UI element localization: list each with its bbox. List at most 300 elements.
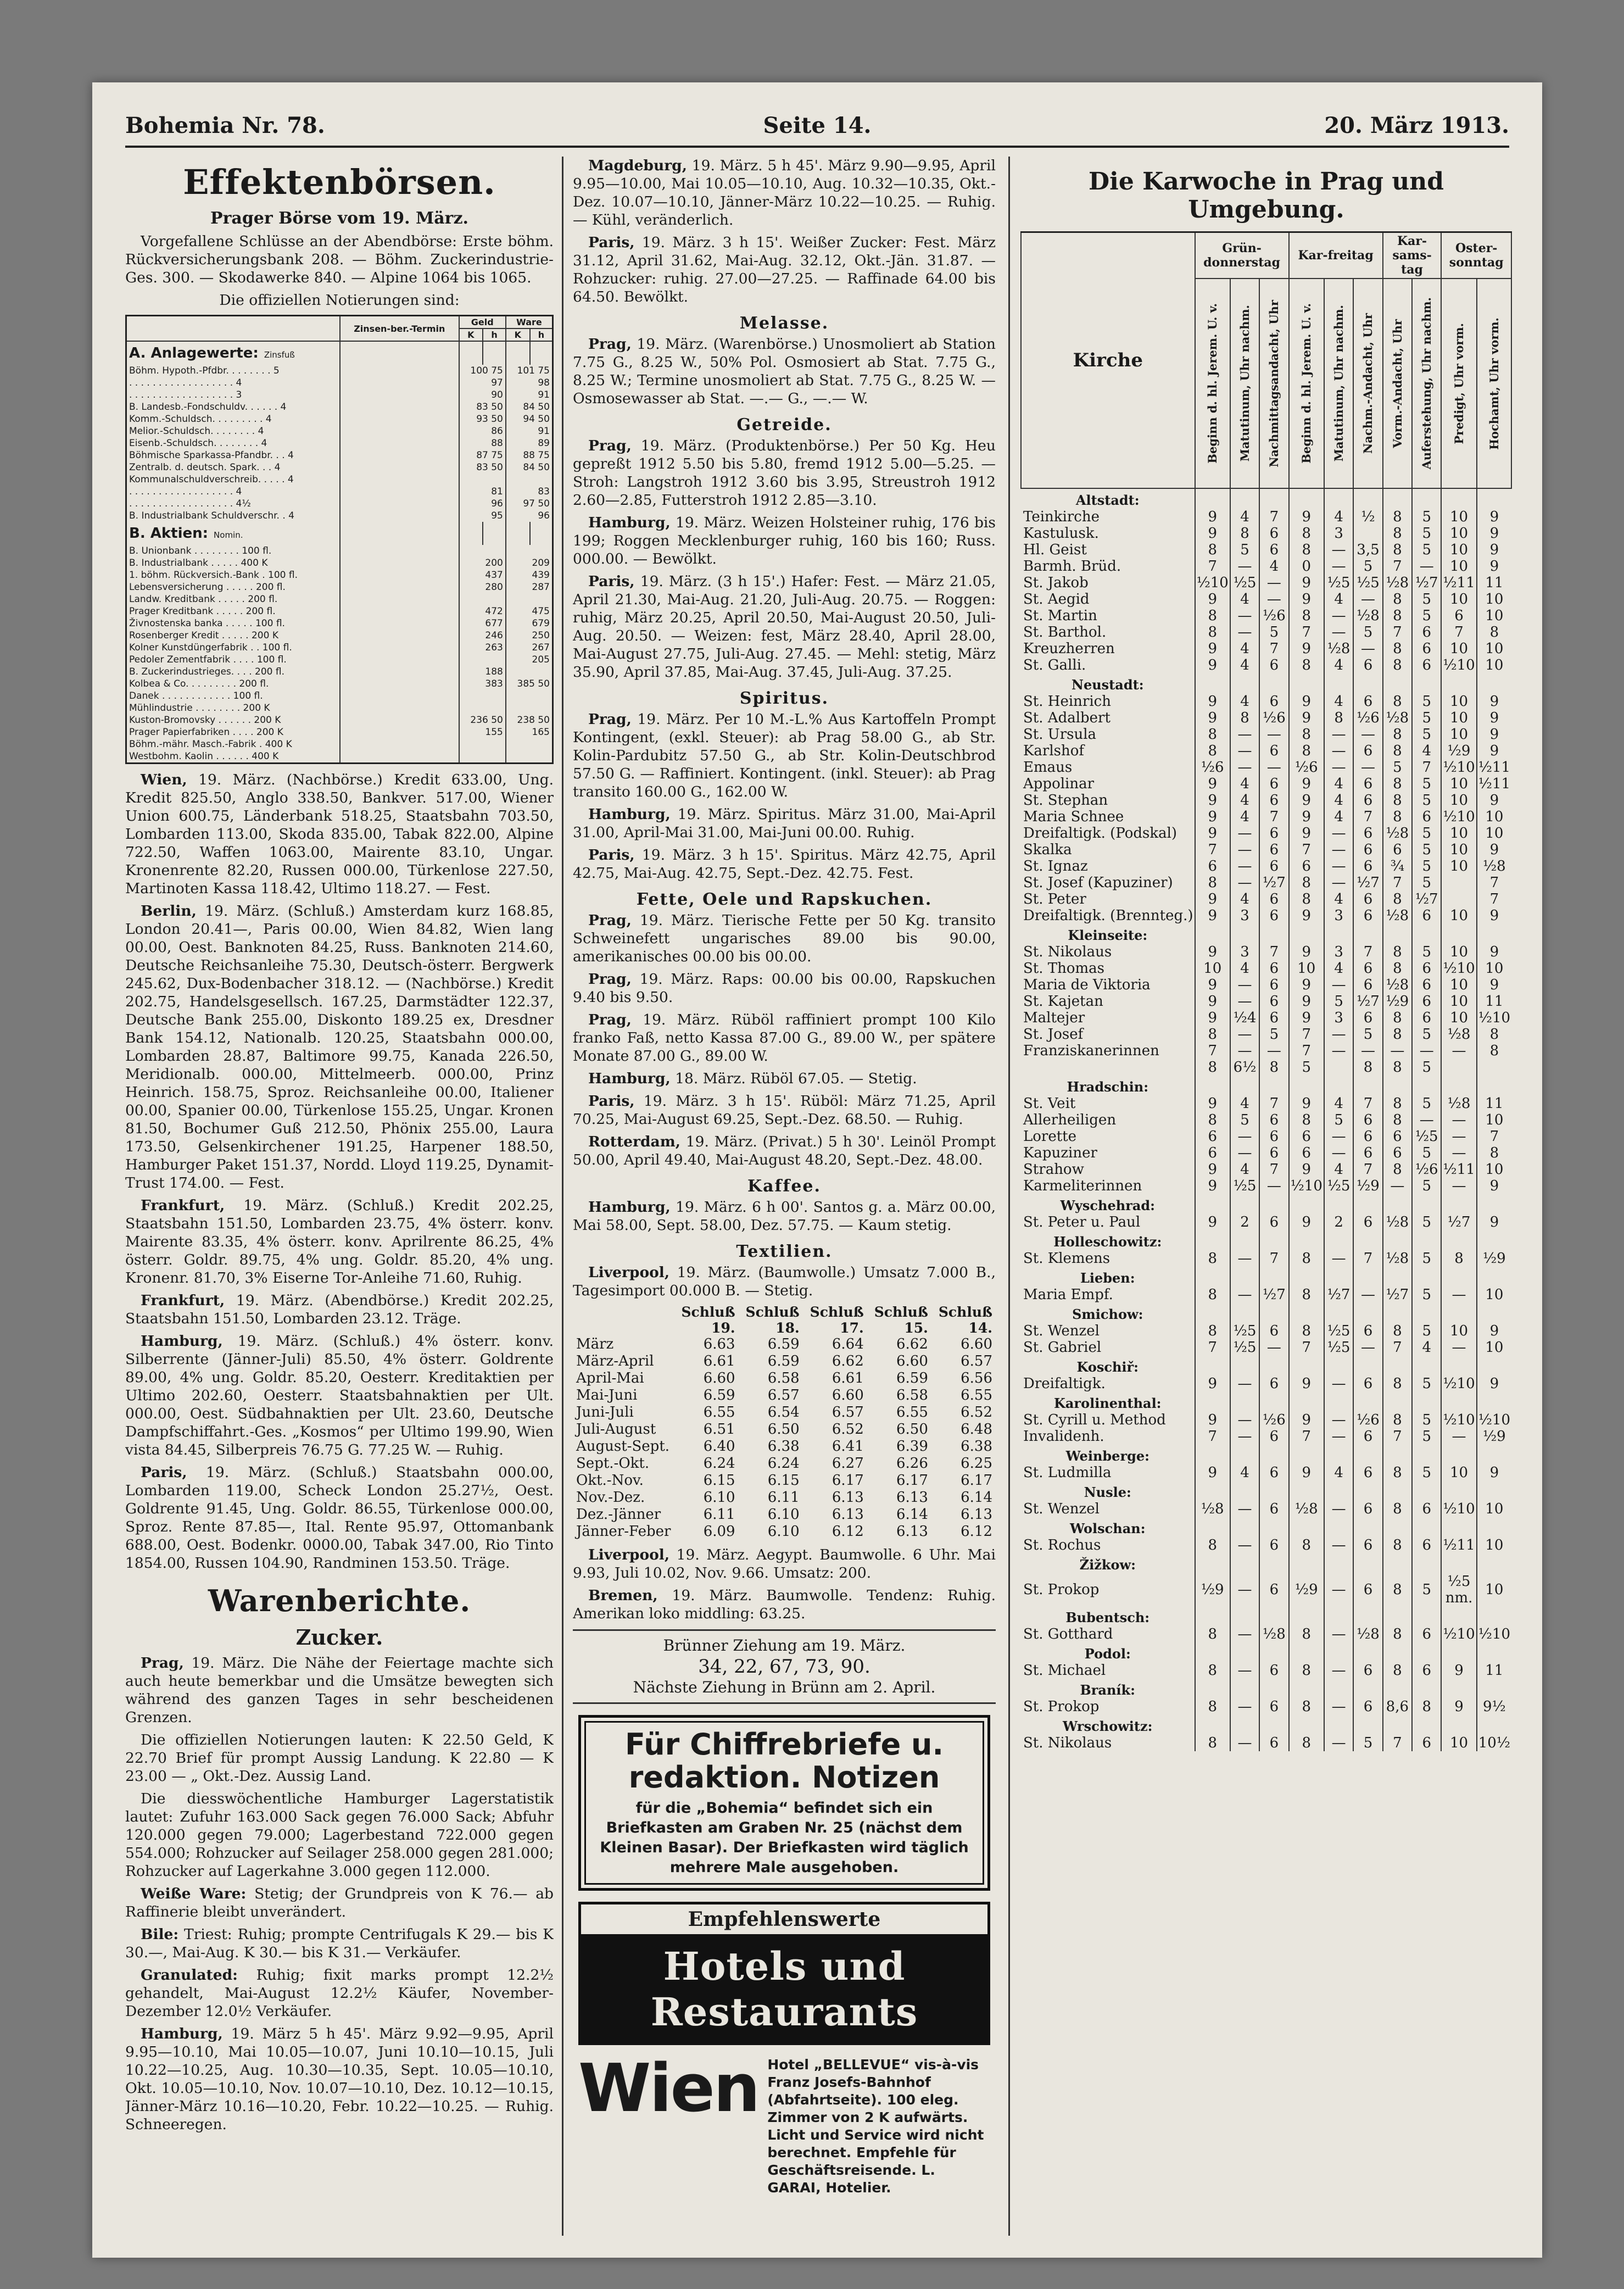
service-time: ½8 bbox=[1324, 641, 1353, 657]
service-time: 6 bbox=[1412, 624, 1441, 641]
church-name: St. Barthol. bbox=[1023, 624, 1107, 641]
district-name: Wyschehrad: bbox=[1060, 1198, 1156, 1213]
service-time: 8 bbox=[1383, 1112, 1412, 1128]
service-header bbox=[1195, 279, 1230, 488]
service-header-label: Predigt, Uhr vorm. bbox=[1452, 322, 1466, 444]
service-time: 6 bbox=[1259, 825, 1288, 842]
service-time: 5 bbox=[1353, 624, 1382, 641]
service-time: 8 bbox=[1195, 1626, 1230, 1642]
church-name: St. Cyrill u. Method bbox=[1023, 1412, 1166, 1428]
textil-report bbox=[573, 1263, 996, 1300]
price-ware: 84 50 bbox=[506, 401, 552, 413]
service-time: 5 bbox=[1289, 1059, 1324, 1076]
service-time: — bbox=[1230, 1573, 1259, 1606]
service-time: 6 bbox=[1259, 1537, 1288, 1553]
church-row bbox=[1021, 1537, 1511, 1553]
service-time: ½8 bbox=[1383, 977, 1412, 993]
cotton-price: 6.11 bbox=[767, 1489, 800, 1506]
prague-intro: Vorgefallene Schlüsse an der Abendbörse: Erste böhm. Rückversicherungsbank 208. — Böhm. Zuckerindustrie-Ges. 300. — Skodawerke 840. — Alpine 1064 bis 1065. bbox=[125, 233, 554, 286]
header-h: h bbox=[483, 328, 506, 341]
district-row bbox=[1021, 1356, 1511, 1375]
service-time: 5 bbox=[1230, 542, 1259, 558]
service-time: 10 bbox=[1441, 693, 1476, 710]
report-text: 19. März. (Produktenbörse.) Per 50 Kg. Heu gepreßt 1912 5.50 bis 5.80, fremd 1912 5.00—5.25. — Stroh: Langstroh 1912 3.60 bis 3.95, Streustroh 1912 2.60—2.85, Futterstroh 1912 2.85—3.10. bbox=[573, 437, 996, 509]
service-time: — bbox=[1353, 641, 1382, 657]
service-time: 8 bbox=[1195, 726, 1230, 743]
service-time: 9 bbox=[1195, 657, 1230, 673]
district-name: Wolschan: bbox=[1070, 1521, 1146, 1536]
service-time: 9 bbox=[1289, 1214, 1324, 1230]
cotton-price: 6.15 bbox=[767, 1472, 800, 1489]
service-time: 7 bbox=[1259, 1161, 1288, 1178]
price-ware: 250 bbox=[506, 630, 552, 642]
service-time: 10 bbox=[1441, 1010, 1476, 1026]
service-time: 4 bbox=[1324, 591, 1353, 608]
service-time: 6 bbox=[1353, 776, 1382, 792]
cotton-price: 6.55 bbox=[703, 1404, 735, 1421]
report-lead: Hamburg, bbox=[588, 1070, 671, 1087]
service-time: 9 bbox=[1289, 509, 1324, 525]
service-time: 6 bbox=[1353, 792, 1382, 809]
market-reports bbox=[125, 771, 554, 1572]
service-time: 9 bbox=[1289, 776, 1324, 792]
service-time: 8 bbox=[1383, 944, 1412, 960]
service-time: 3 bbox=[1324, 1010, 1353, 1026]
report-text: Stetig; der Grundpreis von K 76.— ab Raffinerie bleibt unverändert. bbox=[125, 1885, 554, 1920]
fette-report bbox=[573, 970, 996, 1006]
service-time: — bbox=[1324, 1375, 1353, 1392]
report-lead: Paris, bbox=[588, 234, 635, 251]
service-time: 7 bbox=[1289, 1043, 1324, 1059]
official-note: Die offiziellen Notierungen sind: bbox=[219, 292, 460, 309]
service-time: 8 bbox=[1383, 1501, 1412, 1517]
service-time: — bbox=[1324, 977, 1353, 993]
service-time: 9 bbox=[1195, 1010, 1230, 1026]
cotton-price: 6.62 bbox=[896, 1336, 928, 1352]
table-row bbox=[127, 714, 552, 726]
market-report bbox=[125, 1332, 554, 1459]
cotton-price: 6.55 bbox=[896, 1404, 928, 1421]
church-name: Skalka bbox=[1023, 842, 1072, 858]
service-time: 9 bbox=[1195, 825, 1230, 842]
security-name: . . . . . . . . . . . . . . . . . . 4 bbox=[129, 486, 242, 497]
district-name: Karolinenthal: bbox=[1054, 1395, 1162, 1411]
service-time: 5 bbox=[1353, 1735, 1382, 1751]
service-header-label: Matutinum, Uhr nachm. bbox=[1332, 305, 1346, 462]
service-time: 5 bbox=[1412, 1412, 1441, 1428]
service-time: 7 bbox=[1383, 1735, 1412, 1751]
service-header bbox=[1477, 279, 1511, 488]
service-time: — bbox=[1230, 875, 1259, 891]
security-name: Lebensversicherung . . . . . 200 fl. bbox=[129, 582, 286, 593]
cotton-price: 6.60 bbox=[896, 1353, 928, 1369]
service-time: ½4 bbox=[1230, 1010, 1259, 1026]
karwoche-table bbox=[1020, 231, 1512, 1751]
table-row bbox=[127, 678, 552, 690]
service-time: 9 bbox=[1289, 693, 1324, 710]
service-time: 9 bbox=[1289, 591, 1324, 608]
service-time: 8 bbox=[1289, 1250, 1324, 1267]
cotton-price: 6.39 bbox=[896, 1438, 928, 1455]
cotton-month: Dez.-Jänner bbox=[576, 1506, 661, 1523]
service-time: — bbox=[1230, 726, 1259, 743]
service-time: 8 bbox=[1383, 1662, 1412, 1679]
church-row bbox=[1021, 858, 1511, 875]
service-time: 5 bbox=[1412, 1059, 1441, 1076]
district-row bbox=[1021, 1076, 1511, 1095]
service-time: — bbox=[1353, 1043, 1382, 1059]
service-time: 10 bbox=[1441, 944, 1476, 960]
service-time: ½9 bbox=[1353, 1178, 1382, 1194]
service-time: ½7 bbox=[1353, 993, 1382, 1010]
service-time: 3 bbox=[1324, 525, 1353, 542]
masthead bbox=[125, 113, 1509, 148]
cotton-price: 6.12 bbox=[961, 1523, 992, 1540]
service-time: ½10 bbox=[1441, 1501, 1476, 1517]
service-time: 7 bbox=[1383, 624, 1412, 641]
service-time: ½11 bbox=[1441, 1161, 1476, 1178]
price-ware: 209 bbox=[506, 557, 552, 569]
service-time: 6 bbox=[1353, 842, 1382, 858]
cotton-price: 6.60 bbox=[703, 1370, 735, 1386]
cotton-month: März-April bbox=[576, 1353, 654, 1369]
church-row bbox=[1021, 1145, 1511, 1161]
church-row bbox=[1021, 743, 1511, 759]
table-row bbox=[127, 617, 552, 630]
report-text: 19. März. Raps: 00.00 bis 00.00, Rapskuchen 9.40 bis 9.50. bbox=[573, 971, 996, 1006]
service-time: 8 bbox=[1195, 875, 1230, 891]
service-time: 4 bbox=[1230, 1095, 1259, 1112]
service-time: 5 bbox=[1412, 608, 1441, 624]
service-time: 6 bbox=[1259, 1145, 1288, 1161]
service-time: 8 bbox=[1383, 1573, 1412, 1606]
table-row bbox=[127, 654, 552, 666]
service-time: 6 bbox=[1259, 1501, 1288, 1517]
church-name: Teinkirche bbox=[1023, 509, 1100, 525]
report-text: 19. März. Die Nähe der Feiertage machte sich auch heute bemerkbar und die Umsätze bewegten sich während des ganzen Tages in sehr bescheidenen Grenzen. bbox=[125, 1655, 554, 1726]
service-time: 8 bbox=[1195, 624, 1230, 641]
service-time: ½5 bbox=[1230, 1323, 1259, 1339]
header-ware: Ware bbox=[506, 316, 552, 328]
service-time: — bbox=[1230, 1375, 1259, 1392]
service-time: 9 bbox=[1477, 509, 1511, 525]
service-time: ½8 bbox=[1441, 1026, 1476, 1043]
service-time: 8 bbox=[1477, 624, 1511, 641]
service-time: 5 bbox=[1412, 875, 1441, 891]
service-time: — bbox=[1324, 759, 1353, 776]
service-time: ½11 bbox=[1477, 776, 1511, 792]
report-lead: Paris, bbox=[588, 573, 635, 590]
service-time: 6 bbox=[1412, 907, 1441, 924]
service-time: 6 bbox=[1353, 1323, 1382, 1339]
service-time: 9 bbox=[1195, 693, 1230, 710]
price-ware: 165 bbox=[506, 726, 552, 738]
service-time: ½10 bbox=[1441, 809, 1476, 825]
church-name: St. Wenzel bbox=[1023, 1501, 1100, 1517]
church-row bbox=[1021, 525, 1511, 542]
church-name: Allerheiligen bbox=[1023, 1112, 1117, 1128]
service-time: — bbox=[1353, 726, 1382, 743]
service-time: 6 bbox=[1259, 693, 1288, 710]
lottery-numbers: 34, 22, 67, 73, 90. bbox=[698, 1656, 870, 1678]
report-text: 19. März. Tierische Fette per 50 Kg. transito Schweinefett ungarisches 89.00 bis 90.00, amerikanisches 00.00 bis 00.00. bbox=[573, 912, 996, 965]
service-time: 8 bbox=[1195, 1112, 1230, 1128]
church-row bbox=[1021, 875, 1511, 891]
price-geld bbox=[459, 593, 506, 605]
service-time: 8 bbox=[1195, 1059, 1230, 1076]
group-karsamstag: Kar-sams-tag bbox=[1383, 232, 1442, 279]
report-text: 19. März. (Abendbörse.) Kredit 202.25, Staatsbahn 151.50, Lombarden 23.12. Träge. bbox=[125, 1292, 554, 1327]
service-time: ½11 bbox=[1477, 759, 1511, 776]
district-name: Podol: bbox=[1084, 1646, 1131, 1662]
service-time: — bbox=[1324, 1501, 1353, 1517]
service-time: 6 bbox=[1259, 1698, 1288, 1715]
service-header-label: Auferstehung, Uhr nachm. bbox=[1420, 297, 1434, 470]
service-time: 6 bbox=[1259, 1323, 1288, 1339]
cotton-price: 6.13 bbox=[896, 1489, 928, 1506]
church-name: St. Thomas bbox=[1023, 960, 1105, 977]
service-time: ½9 bbox=[1289, 1573, 1324, 1606]
service-time: — bbox=[1324, 608, 1353, 624]
cotton-price: 6.59 bbox=[896, 1370, 928, 1386]
service-time: — bbox=[1230, 993, 1259, 1010]
cotton-month: Nov.-Dez. bbox=[576, 1489, 645, 1506]
price-ware: 205 bbox=[506, 654, 552, 666]
church-row bbox=[1021, 693, 1511, 710]
cotton-price: 6.13 bbox=[896, 1523, 928, 1540]
service-time: 9 bbox=[1289, 1375, 1324, 1392]
service-time: 4 bbox=[1324, 1095, 1353, 1112]
service-time: 8 bbox=[1477, 1026, 1511, 1043]
church-row bbox=[1021, 1735, 1511, 1751]
service-time: 6 bbox=[1353, 1112, 1382, 1128]
service-time: 6 bbox=[1289, 1128, 1324, 1145]
service-time: 6 bbox=[1259, 792, 1288, 809]
service-time: 6 bbox=[1412, 1501, 1441, 1517]
price-ware: 475 bbox=[506, 605, 552, 617]
service-time: ½9 bbox=[1441, 743, 1476, 759]
service-time: 7 bbox=[1259, 509, 1288, 525]
service-time: 11 bbox=[1477, 575, 1511, 591]
church-row bbox=[1021, 891, 1511, 907]
table-row bbox=[127, 474, 552, 486]
service-time: 8 bbox=[1289, 891, 1324, 907]
getreide-reports bbox=[573, 437, 996, 681]
cotton-price-table bbox=[573, 1304, 996, 1540]
table-row bbox=[127, 377, 552, 389]
report-text: 19. März. 3 h 15'. Spiritus. März 42.75, April 42.75, Mai-Aug. 42.75, Sept.-Dez. 42.75. Fest. bbox=[573, 846, 996, 882]
price-ware: 439 bbox=[506, 569, 552, 581]
service-header bbox=[1230, 279, 1259, 488]
service-time: 9 bbox=[1477, 710, 1511, 726]
service-time: ½11 bbox=[1441, 575, 1476, 591]
service-time: 4 bbox=[1324, 693, 1353, 710]
service-time: — bbox=[1230, 1698, 1259, 1715]
service-time: 5 bbox=[1412, 1573, 1441, 1606]
church-row bbox=[1021, 1059, 1511, 1076]
service-time: 8 bbox=[1383, 960, 1412, 977]
masthead-issue: Bohemia Nr. 78. bbox=[125, 113, 325, 138]
cotton-price: 6.57 bbox=[961, 1353, 992, 1369]
service-time: — bbox=[1230, 1412, 1259, 1428]
table-row bbox=[127, 726, 552, 738]
service-time: 4 bbox=[1324, 809, 1353, 825]
price-geld: 677 bbox=[459, 617, 506, 630]
service-time: ½10 bbox=[1441, 1375, 1476, 1392]
service-time: — bbox=[1324, 1662, 1353, 1679]
church-row bbox=[1021, 1095, 1511, 1112]
service-time: ½7 bbox=[1441, 1214, 1476, 1230]
church-row bbox=[1021, 1375, 1511, 1392]
service-time: 9 bbox=[1477, 944, 1511, 960]
cotton-price: 6.13 bbox=[831, 1506, 864, 1523]
service-header bbox=[1324, 279, 1353, 488]
service-time: 7 bbox=[1195, 1428, 1230, 1445]
service-time: 6 bbox=[1259, 1128, 1288, 1145]
district-name: Bubentsch: bbox=[1065, 1609, 1150, 1625]
service-time: 5 bbox=[1412, 1095, 1441, 1112]
service-time: 8 bbox=[1289, 542, 1324, 558]
service-time: 10½ bbox=[1477, 1735, 1511, 1751]
service-time: 9 bbox=[1195, 1214, 1230, 1230]
table-row bbox=[127, 498, 552, 510]
church-name: St. Prokop bbox=[1023, 1581, 1100, 1598]
report-text: 19. März. (Baumwolle.) Umsatz 7.000 B., Tagesimport 00.000 B. — Stetig. bbox=[573, 1264, 996, 1299]
section-title-zucker: Zucker. bbox=[295, 1625, 383, 1650]
price-ware: 94 50 bbox=[506, 413, 552, 425]
cotton-month: Okt.-Nov. bbox=[576, 1472, 644, 1489]
service-time: 6 bbox=[1353, 1428, 1382, 1445]
church-row bbox=[1021, 792, 1511, 809]
security-name: B. Unionbank . . . . . . . . 100 fl. bbox=[129, 545, 272, 556]
church-row bbox=[1021, 1626, 1511, 1642]
service-time: 8 bbox=[1230, 525, 1259, 542]
church-name: Kastulusk. bbox=[1023, 525, 1099, 542]
service-time: 9 bbox=[1289, 1464, 1324, 1481]
church-row bbox=[1021, 641, 1511, 657]
price-geld bbox=[459, 750, 506, 762]
price-geld: 100 75 bbox=[459, 365, 506, 377]
spiritus-report bbox=[573, 710, 996, 801]
service-time: 5 bbox=[1412, 542, 1441, 558]
service-time: 6½ bbox=[1230, 1059, 1259, 1076]
section-title-getreide: Getreide. bbox=[736, 415, 832, 435]
church-name: St. Heinrich bbox=[1023, 693, 1111, 710]
service-time: 5 bbox=[1412, 1464, 1441, 1481]
table-row bbox=[573, 1421, 996, 1438]
service-time: ½6 bbox=[1259, 608, 1288, 624]
price-ware bbox=[506, 666, 552, 678]
table-row bbox=[127, 581, 552, 593]
service-time: ½7 bbox=[1353, 875, 1382, 891]
service-time: 10 bbox=[1441, 509, 1476, 525]
price-ware bbox=[506, 545, 552, 557]
security-name: Živnostenska banka . . . . . 100 fl. bbox=[129, 618, 285, 629]
service-time: 5 bbox=[1324, 993, 1353, 1010]
section-title-kaffee: Kaffee. bbox=[747, 1177, 821, 1196]
price-ware bbox=[506, 738, 552, 750]
service-time: 10 bbox=[1441, 1323, 1476, 1339]
service-time: 8 bbox=[1383, 693, 1412, 710]
service-time: 7 bbox=[1477, 875, 1511, 891]
header-geld: Geld bbox=[459, 316, 506, 328]
category-sub: Nomin. bbox=[214, 530, 243, 540]
service-time: ½5 bbox=[1324, 1178, 1353, 1194]
section-title-melasse: Melasse. bbox=[739, 314, 829, 333]
cotton-price: 6.58 bbox=[767, 1370, 800, 1386]
table-row bbox=[127, 557, 552, 569]
price-ware: 238 50 bbox=[506, 714, 552, 726]
church-name bbox=[1021, 1059, 1195, 1076]
price-ware bbox=[506, 702, 552, 714]
section-title-spiritus: Spiritus. bbox=[739, 689, 829, 708]
church-row bbox=[1021, 1112, 1511, 1128]
service-time: 5 bbox=[1412, 693, 1441, 710]
section-title-effektenboersen: Effektenbörsen. bbox=[183, 162, 496, 202]
report-lead: Prag, bbox=[588, 912, 632, 929]
cotton-month: Mai-Juni bbox=[576, 1387, 638, 1404]
report-text: Ruhig; fixit marks prompt 12.2½ gehandelt, Mai-August 12.2½ Käufer, November-Dezember 12.0½ Verkäufer. bbox=[125, 1967, 554, 2020]
report-lead: Magdeburg, bbox=[588, 157, 687, 174]
price-geld: 96 bbox=[459, 498, 506, 510]
service-time: 6 bbox=[1353, 825, 1382, 842]
price-geld: 87 75 bbox=[459, 449, 506, 461]
report-text: 19. März. (Schluß.) 4% österr. konv. Silberrente (Jänner-Juli) 85.50, 4% österr. Goldrente 89.00, 4% ung. Goldr. 85.20, Oesterr. Kreditaktien per Ultimo 202.60, Oesterr. Staatsbahnaktien per Ult. 000.00, Oest. Südbahnaktien per Ult. 23.60, Deutsche Dampfschiffahrt.-Ges. „Kosmos“ per Ultimo 199.90, Wien vista 84.45, Silberpreis 76.75 G. 77.25 W. — Ruhig. bbox=[125, 1333, 554, 1458]
table-row bbox=[573, 1438, 996, 1455]
lottery-line: Brünner Ziehung am 19. März. bbox=[663, 1636, 906, 1655]
service-time: 7 bbox=[1195, 1339, 1230, 1356]
service-time: — bbox=[1259, 591, 1288, 608]
service-time: — bbox=[1230, 558, 1259, 575]
price-geld: 188 bbox=[459, 666, 506, 678]
service-time: 8 bbox=[1477, 1145, 1511, 1161]
service-time: — bbox=[1324, 542, 1353, 558]
service-time: 4 bbox=[1412, 743, 1441, 759]
church-name: Maria Empf. bbox=[1023, 1286, 1113, 1303]
service-time: 9 bbox=[1289, 1161, 1324, 1178]
header-k: K bbox=[459, 328, 483, 341]
service-time: ½5 bbox=[1230, 1339, 1259, 1356]
service-time: 8 bbox=[1195, 1323, 1230, 1339]
service-time bbox=[1477, 1059, 1511, 1076]
service-time: 6 bbox=[1412, 641, 1441, 657]
report-text: 19. März. Baumwolle. Tendenz: Ruhig. Amerikan loko middling: 63.25. bbox=[573, 1587, 996, 1622]
service-time: 8 bbox=[1412, 1698, 1441, 1715]
report-text: 19. März. (Schluß.) Amsterdam kurz 168.85, London 20.41—, Paris 00.00, Wien 84.82, Wien lang 00.00, Oest. Banknoten 84.25, Russ. Banknoten 214.60, Deutsche Reichsanleihe 75.30, Deutsch-österr. Bergwerk 245.62, Dux-Bodenbacher 318.12. — (Nachbörse.) Kredit 202.75, Handelsgesellsch. 167.25, Darmstädter 122.37, Deutsche Bank 255.00, Diskonto 189.25 ex, Dresdner Bank 154.12, Nationalb. 120.25, Staatsbahn 000.00, Lombarden 28.87, Baltimore 99.75, Kanada 226.50, Meridionalb. 000.00, Mittelmeerb. 000.00, Prinz Heinrich. 158.75, Sproz. Reichsanleihe 00.00, Italiener 00.00, Spanier 00.00, Türkenlose 155.25, Ungar. Kronen 81.50, Bochumer Guß 212.50, Phönix 255.00, Laura 173.50, Gelsenkirchener 191.25, Harpener 188.50, Hamburger Paket 151.37, Nordd. Lloyd 119.25, Dynamit-Trust 174.00. — Fest. bbox=[125, 903, 554, 1191]
service-time: — bbox=[1324, 1537, 1353, 1553]
service-header-label: Beginn d. hl. Jerem. U. v. bbox=[1206, 303, 1220, 464]
church-row bbox=[1021, 1250, 1511, 1267]
price-geld: 81 bbox=[459, 486, 506, 498]
church-row bbox=[1021, 1161, 1511, 1178]
service-time: 8 bbox=[1289, 875, 1324, 891]
price-geld: 97 bbox=[459, 377, 506, 389]
service-time: 5 bbox=[1412, 825, 1441, 842]
sugar-report bbox=[125, 1790, 554, 1880]
service-time: — bbox=[1324, 1573, 1353, 1606]
service-time: 9 bbox=[1195, 809, 1230, 825]
service-time: 10 bbox=[1477, 1161, 1511, 1178]
service-time: 7 bbox=[1477, 1128, 1511, 1145]
service-time: ½9 bbox=[1195, 1573, 1230, 1606]
cotton-price: 6.25 bbox=[961, 1455, 992, 1472]
report-lead: Berlin, bbox=[141, 903, 197, 920]
table-row bbox=[573, 1387, 996, 1404]
service-time: 8 bbox=[1289, 726, 1324, 743]
report-lead: Rotterdam, bbox=[588, 1133, 680, 1150]
church-name: Dreifaltigk. bbox=[1023, 1375, 1106, 1392]
security-name: Eisenb.-Schuldsch. . . . . . . . 4 bbox=[129, 438, 267, 449]
